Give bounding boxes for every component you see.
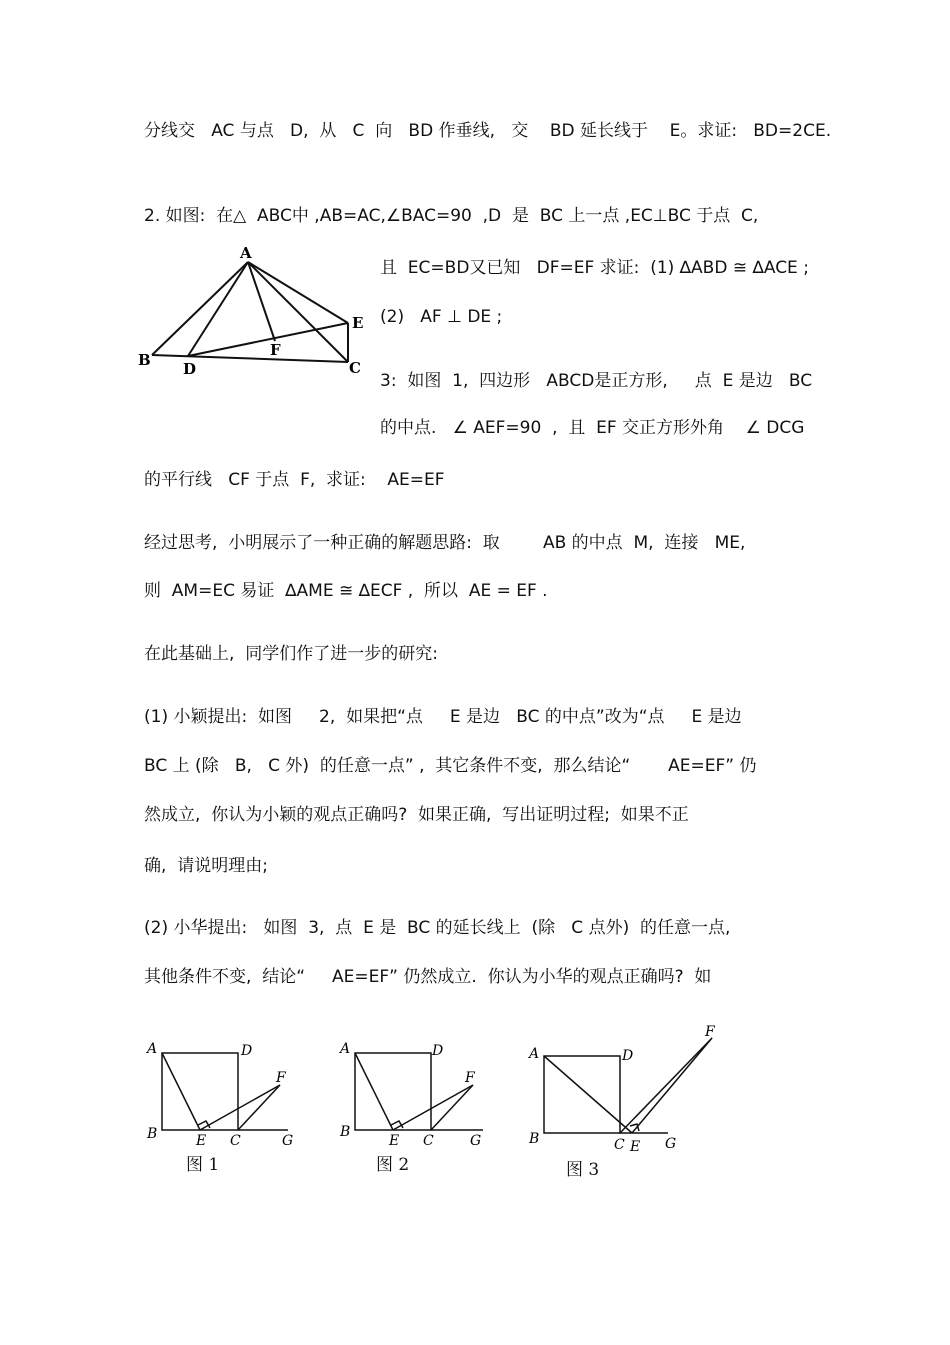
svg-text:D: D xyxy=(622,1048,634,1064)
svg-text:D: D xyxy=(432,1043,444,1059)
point-B-label: B xyxy=(138,351,151,369)
svg-text:A: A xyxy=(147,1041,158,1057)
svg-text:B: B xyxy=(147,1126,158,1142)
square-figure-2 xyxy=(333,1035,503,1150)
svg-text:F: F xyxy=(276,1070,286,1086)
svg-text:B: B xyxy=(340,1124,351,1140)
point-C-label: C xyxy=(349,359,361,377)
svg-text:B: B xyxy=(529,1131,540,1147)
figure-3-caption: 图 3 xyxy=(566,1160,600,1180)
text-line-15: (2) 小华提出: 如图 3, 点 E 是 BC 的延长线上 (除 C 点外) 的任意一点, xyxy=(144,918,731,938)
text-line-9: 则 AM=EC 易证 ∆AME ≅ ∆ECF , 所以 AE = EF . xyxy=(144,581,548,601)
text-line-14: 确, 请说明理由; xyxy=(144,856,268,876)
svg-text:E: E xyxy=(630,1139,641,1155)
square-figure-1 xyxy=(140,1035,310,1150)
svg-text:E: E xyxy=(389,1133,400,1149)
svg-text:G: G xyxy=(470,1133,482,1149)
text-line-4: (2) AF ⊥ DE ; xyxy=(380,307,503,327)
svg-text:A: A xyxy=(340,1041,351,1057)
svg-text:F: F xyxy=(465,1070,475,1086)
text-line-12: BC 上 (除 B, C 外) 的任意一点” , 其它条件不变, 那么结论“ AE=EF” 仍 xyxy=(144,756,757,776)
svg-text:C: C xyxy=(230,1133,241,1149)
text-line-3: 且 EC=BD又已知 DF=EF 求证: (1) ∆ABD ≅ ∆ACE ; xyxy=(380,258,809,278)
text-line-6: 的中点. ∠ AEF=90 , 且 EF 交正方形外角 ∠ DCG xyxy=(380,418,805,438)
text-line-2: 2. 如图: 在△ ABC中 ,AB=AC,∠BAC=90 ,D 是 BC 上一点 ,EC⊥BC 于点 C, xyxy=(144,206,759,226)
svg-text:D: D xyxy=(241,1043,253,1059)
text-line-7: 的平行线 CF 于点 F, 求证: AE=EF xyxy=(144,470,445,490)
text-line-16: 其他条件不变, 结论“ AE=EF” 仍然成立. 你认为小华的观点正确吗? 如 xyxy=(144,967,712,987)
figure-1-caption: 图 1 xyxy=(186,1155,220,1175)
text-line-10: 在此基础上, 同学们作了进一步的研究: xyxy=(144,644,438,664)
point-D-label: D xyxy=(183,360,197,378)
figure-2-caption: 图 2 xyxy=(376,1155,410,1175)
svg-text:G: G xyxy=(665,1136,677,1152)
point-F-label: F xyxy=(270,341,281,359)
text-line-11: (1) 小颖提出: 如图 2, 如果把“点 E 是边 BC 的中点”改为“点 E 是边 xyxy=(144,707,742,727)
svg-text:A: A xyxy=(529,1046,540,1062)
text-line-5: 3: 如图 1, 四边形 ABCD是正方形, 点 E 是边 BC xyxy=(380,371,813,391)
svg-text:G: G xyxy=(282,1133,294,1149)
square-figure-3 xyxy=(522,1018,722,1163)
svg-text:C: C xyxy=(423,1133,434,1149)
svg-text:E: E xyxy=(196,1133,207,1149)
point-A-label: A xyxy=(240,244,252,262)
svg-text:C: C xyxy=(614,1137,625,1153)
text-line-13: 然成立, 你认为小颖的观点正确吗? 如果正确, 写出证明过程; 如果不正 xyxy=(144,805,689,825)
text-line-1: 分线交 AC 与点 D, 从 C 向 BD 作垂线, 交 BD 延长线于 E。求证: BD=2CE. xyxy=(144,121,832,141)
svg-text:F: F xyxy=(705,1024,715,1040)
point-E-label: E xyxy=(352,314,364,332)
triangle-figure xyxy=(135,240,375,380)
text-line-8: 经过思考, 小明展示了一种正确的解题思路: 取 AB 的中点 M, 连接 ME, xyxy=(144,533,746,553)
